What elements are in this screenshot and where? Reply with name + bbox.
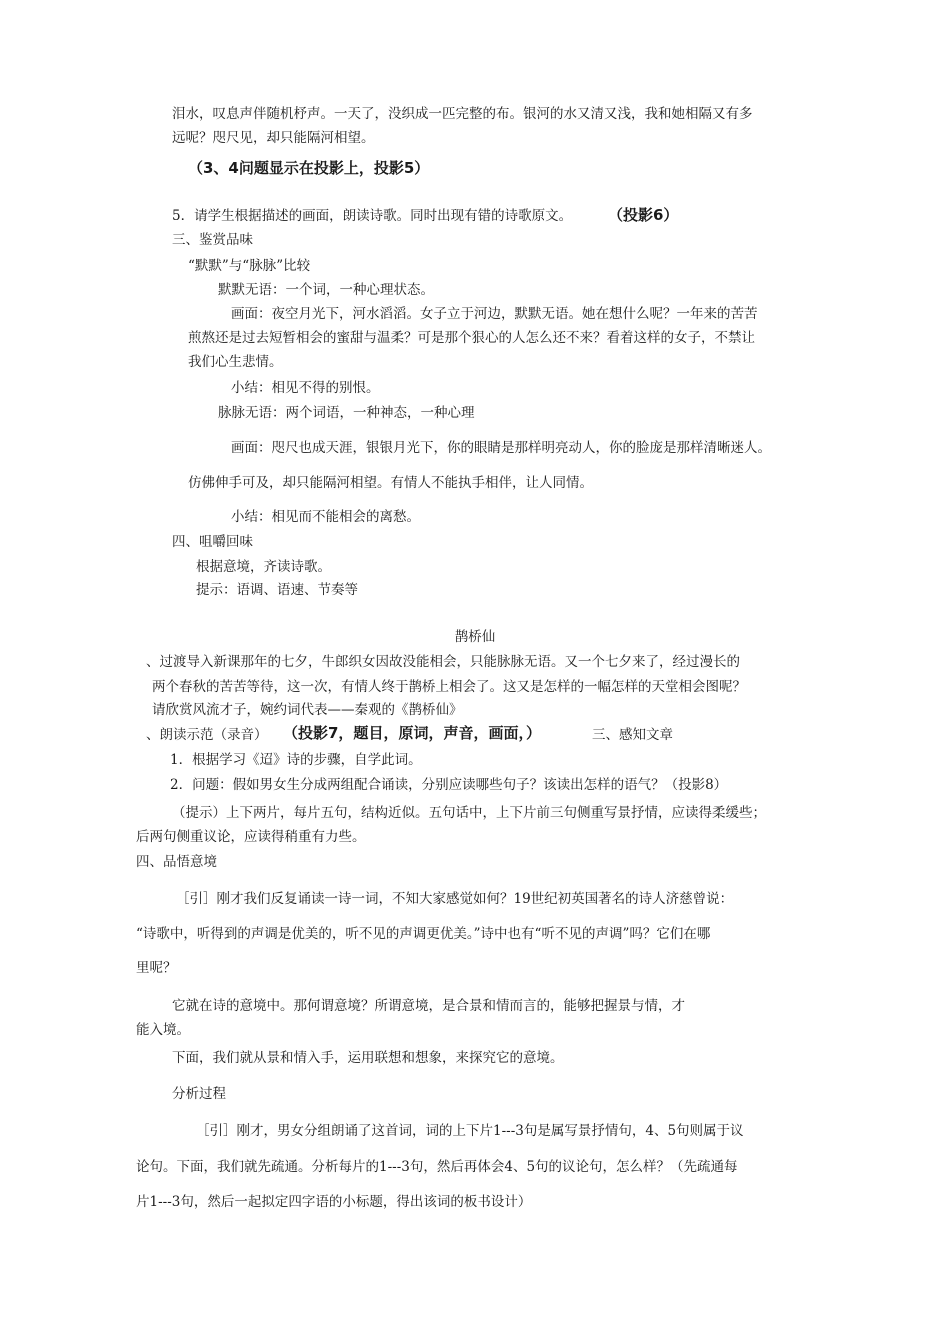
paragraph-line: 画面：咫尺也成天涯，银银月光下，你的眼睛是那样明亮动人，你的脸庞是那样清晰迷人。: [231, 440, 771, 456]
section-heading: 三、鉴赏品味: [172, 232, 253, 248]
section-heading: 四、品悟意境: [136, 854, 217, 870]
paragraph-line: 能入境。: [136, 1022, 190, 1038]
projection-note: （投影7，题目，原词，声音，画面，）: [283, 724, 541, 742]
projection-note: （投影6）: [608, 206, 679, 224]
paragraph-line: ［引］刚才，男女分组朗诵了这首词，词的上下片1---3句是属写景抒情句，4、5句则属于议: [196, 1123, 744, 1139]
paragraph-line: 论句。下面，我们就先疏通。分析每片的1---3句，然后再体会4、5句的议论句，怎么样？（先疏通每: [136, 1159, 738, 1175]
paragraph-line: 煎熬还是过去短暂相会的蜜甜与温柔？可是那个狠心的人怎么还不来？看着这样的女子，不禁让: [188, 330, 755, 346]
paragraph-line: 请欣赏风流才子，婉约词代表——秦观的《鹊桥仙》: [152, 702, 463, 718]
paragraph-line: 我们心生悲情。: [188, 354, 283, 370]
paragraph-line: 默默无语：一个词，一种心理状态。: [218, 282, 434, 298]
paragraph-line: 脉脉无语：两个词语，一种神态，一种心理: [218, 405, 475, 421]
paragraph-line: 远呢？咫尺见，却只能隔河相望。: [172, 130, 375, 146]
paragraph-line: 根据意境，齐读诗歌。: [196, 559, 331, 575]
paragraph-line: 片1---3句，然后一起拟定四字语的小标题，得出该词的板书设计）: [136, 1194, 532, 1210]
paragraph-line: ［引］刚才我们反复诵读一诗一词，不知大家感觉如何？19世纪初英国著名的诗人济慈曾说：: [176, 891, 734, 907]
paragraph-line: 仿佛伸手可及，却只能隔河相望。有情人不能执手相伴，让人同情。: [188, 475, 593, 491]
subheading: 分析过程: [172, 1086, 226, 1102]
paragraph-line: 5．请学生根据描述的画面，朗读诗歌。同时出现有错的诗歌原文。: [172, 208, 573, 224]
paragraph-line: 里呢？: [136, 960, 177, 976]
paragraph-line: 泪水，叹息声伴随机杼声。一天了，没织成一匹完整的布。银河的水又清又浅，我和她相隔又有多: [172, 106, 753, 122]
paragraph-line: 两个春秋的苦苦等待，这一次，有情人终于鹊桥上相会了。这又是怎样的一幅怎样的天堂相会图呢？: [152, 679, 746, 695]
projection-note: （3、4问题显示在投影上，投影5）: [188, 159, 430, 177]
section-heading: 三、感知文章: [592, 727, 673, 743]
paragraph-line: （提示）上下两片，每片五句，结构近似。五句话中，上下片前三句侧重写景抒情，应读得柔缓些；: [172, 805, 766, 821]
paragraph-line: 它就在诗的意境中。那何谓意境？所谓意境，是合景和情而言的，能够把握景与情，才: [172, 998, 685, 1014]
summary-line: 小结：相见而不能相会的离愁。: [231, 509, 420, 525]
paragraph-line: 2．问题：假如男女生分成两组配合诵读，分别应读哪些句子？该读出怎样的语气？（投影8）: [170, 777, 728, 793]
paragraph-line: 后两句侧重议论，应读得稍重有力些。: [136, 829, 366, 845]
paragraph-line: 画面：夜空月光下，河水滔滔。女子立于河边，默默无语。她在想什么呢？一年来的苦苦: [231, 306, 758, 322]
paragraph-line: 、朗读示范（录音）: [146, 727, 268, 743]
paragraph-line: 、过渡导入新课那年的七夕，牛郎织女因故没能相会，只能脉脉无语。又一个七夕来了，经过漫长的: [146, 654, 740, 670]
paragraph-line: 下面，我们就从景和情入手，运用联想和想象，来探究它的意境。: [172, 1050, 564, 1066]
subheading: “默默”与“脉脉”比较: [188, 258, 311, 274]
paragraph-line: 提示：语调、语速、节奏等: [196, 582, 358, 598]
poem-title: 鹊桥仙: [454, 629, 496, 645]
paragraph-line: “诗歌中，听得到的声调是优美的，听不见的声调更优美。”诗中也有“听不见的声调”吗？它们在哪: [136, 926, 711, 942]
paragraph-line: 1．根据学习《迢》诗的步骤，自学此词。: [170, 752, 422, 768]
summary-line: 小结：相见不得的别恨。: [231, 380, 380, 396]
section-heading: 四、咀嚼回味: [172, 534, 253, 550]
